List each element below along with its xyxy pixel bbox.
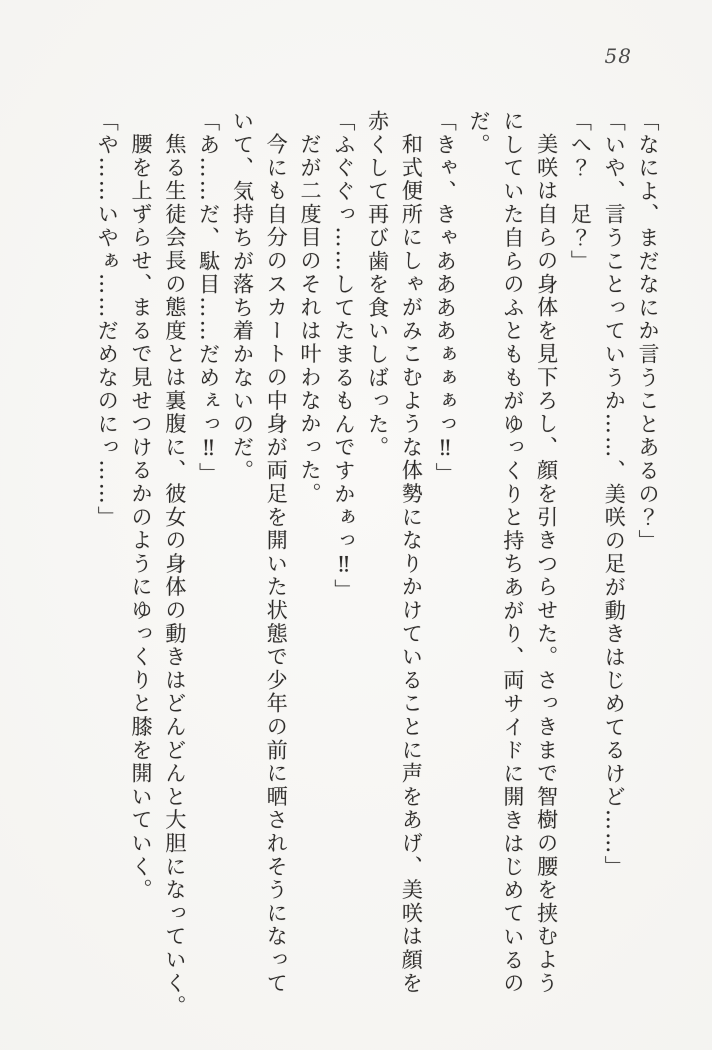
text-line: 「へ？ 足？」 bbox=[568, 110, 593, 274]
text-line: 「なによ、まだなにか言うことあるの？」 bbox=[636, 110, 660, 553]
text-line: 和式便所にしゃがみこむような体勢になりかけていることに声をあげ、美咲は顔を bbox=[399, 133, 424, 996]
text-line: だ。 bbox=[467, 110, 492, 157]
text-line: 「ふぐぐっ……してたまるもんですかぁっ‼」 bbox=[331, 110, 356, 603]
text-line: 「や……いやぁ……だめなのにっ……」 bbox=[95, 110, 120, 530]
text-line: 「きゃ、きゃああああぁぁぁっ‼」 bbox=[433, 110, 458, 486]
text-line: 焦る生徒会長の態度とは裏腹に、彼女の身体の動きはどんどんと大胆になっていく。 bbox=[162, 133, 187, 1019]
text-line: 今にも自分のスカートの中身が両足を開いた状態で少年の前に晒されそうになって bbox=[264, 133, 289, 996]
text-line: 「あ……だ、駄目……だめぇっ‼」 bbox=[196, 110, 221, 486]
text-line: いて、気持ちが落ち着かないのだ。 bbox=[230, 110, 255, 483]
page-text bbox=[89, 110, 664, 1026]
text-line: にしていた自らのふとももがゆっくりと持ちあがり、両サイドに開きはじめているの bbox=[500, 110, 525, 996]
page-number: 58 bbox=[604, 44, 632, 68]
text-line: 腰を上ずらせ、まるで見せつけるかのようにゆっくりと膝を開いていく。 bbox=[129, 133, 154, 902]
text-line: 「いや、言うことっていうか……、美咲の足が動きはじめてるけど……」 bbox=[602, 110, 627, 879]
text-line: だが二度目のそれは叶わなかった。 bbox=[298, 133, 323, 506]
text-line: 美咲は自らの身体を見下ろし、顔を引きつらせた。さっきまで智樹の腰を挟むよう bbox=[534, 133, 559, 996]
text-line: 赤くして再び歯を食いしばった。 bbox=[365, 110, 390, 460]
